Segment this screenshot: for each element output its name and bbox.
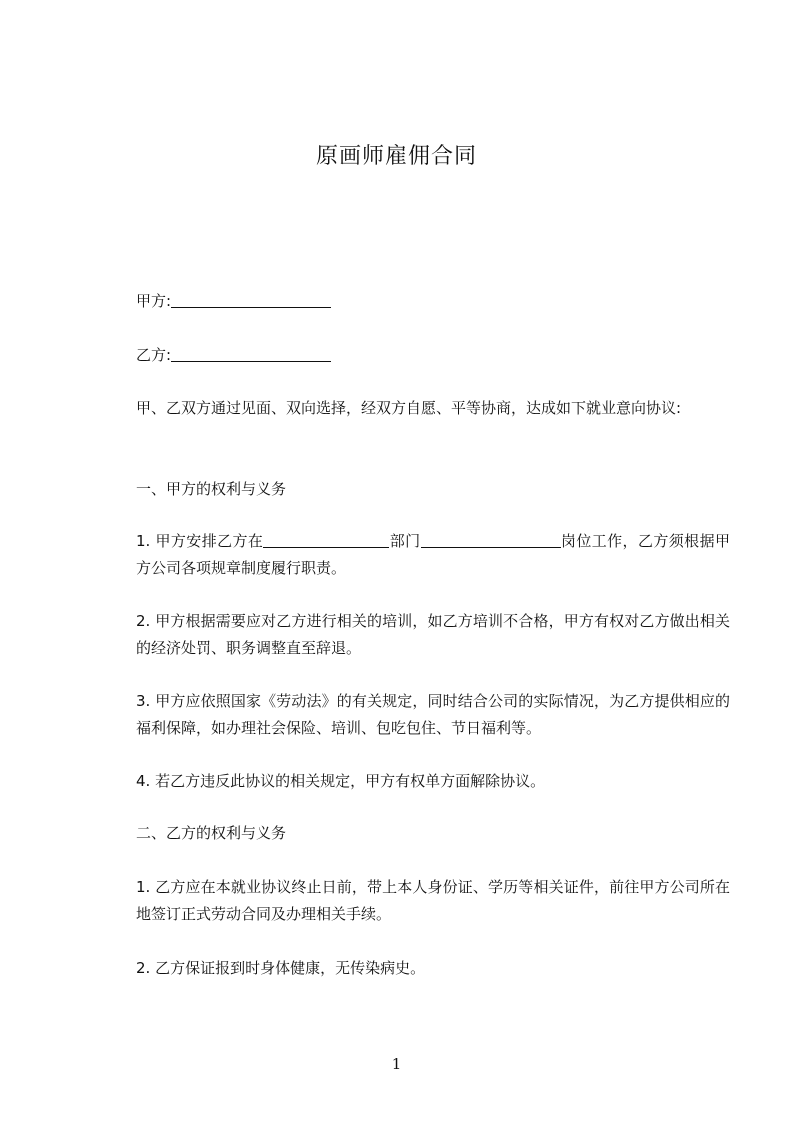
- party-a-label: 甲方:: [136, 292, 172, 310]
- section-1-heading: 一、甲方的权利与义务: [136, 480, 287, 498]
- section-2-item-2: 2. 乙方保证报到时身体健康，无传染病史。: [136, 959, 426, 977]
- section-2-item-1: 1. 乙方应在本就业协议终止日前，带上本人身份证、学历等相关证件，前往甲方公司所在地签订正式劳动合同及办理相关手续。: [136, 878, 730, 923]
- s1-item1-part3: 岗位工作，乙方须根据甲方公司各项规章制度履行职责。: [136, 532, 730, 577]
- location-blank: [263, 529, 389, 548]
- page-number: 1: [391, 1055, 402, 1073]
- party-b-label: 乙方:: [136, 346, 172, 364]
- document-title: 原画师雇佣合同: [315, 144, 477, 169]
- section-1-item-1: [106, 528, 730, 582]
- section-2-heading: 二、乙方的权利与义务: [136, 824, 287, 842]
- intro-paragraph: 甲、乙双方通过见面、双向选择，经双方自愿、平等协商，达成如下就业意向协议:: [136, 399, 682, 417]
- section-1-item-3: 3. 甲方应依照国家《劳动法》的有关规定，同时结合公司的实际情况，为乙方提供相应的福利保障，如办理社会保险、培训、包吃包住、节日福利等。: [136, 692, 730, 737]
- section-1-item-2: 2. 甲方根据需要应对乙方进行相关的培训，如乙方培训不合格，甲方有权对乙方做出相关的经济处罚、职务调整直至辞退。: [136, 612, 730, 657]
- party-b-line: [106, 342, 730, 369]
- party-a-line: [106, 288, 730, 315]
- s1-item1-part1: 1. 甲方安排乙方在: [136, 532, 264, 550]
- section-1-item-4: 4. 若乙方违反此协议的相关规定，甲方有权单方面解除协议。: [136, 772, 546, 790]
- s1-item1-part2: 部门: [389, 532, 421, 550]
- party-a-blank: [171, 289, 331, 308]
- party-b-blank: [171, 343, 331, 362]
- position-blank: [421, 529, 561, 548]
